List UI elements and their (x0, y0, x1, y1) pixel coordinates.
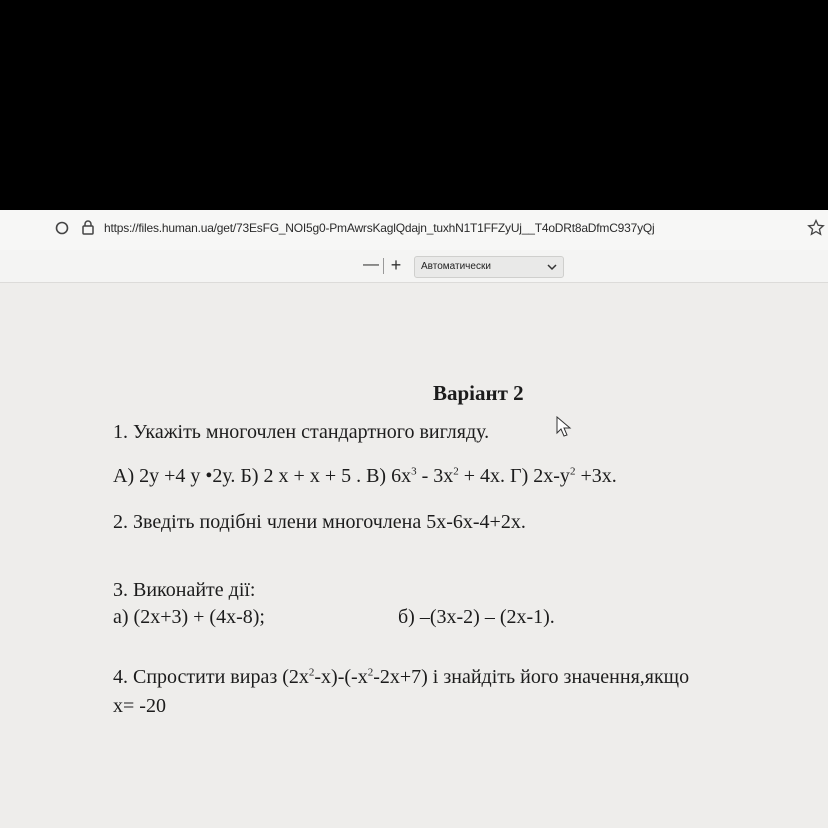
zoom-out-button[interactable]: — (363, 256, 379, 273)
question-3: 3. Виконайте дії: (113, 579, 256, 601)
chevron-down-icon (547, 263, 557, 271)
pdf-page (0, 283, 828, 828)
question-4: 4. Спростити вираз $(2х^2-х)-(-х^2-2х+7)$ і знайдіть його значення,якщо (113, 666, 690, 688)
option-v: В) $6х^3 - 3х^2 + 4х$. (366, 465, 506, 487)
bookmark-star-icon[interactable] (807, 219, 825, 237)
address-bar[interactable] (0, 210, 828, 251)
toolbar-separator (383, 258, 384, 274)
option-g: Г) $2х-у^2 +3х$. (510, 465, 617, 487)
option-b: Б) 2 х + х + 5 . (240, 465, 362, 487)
question-1-options (113, 465, 617, 488)
question-3-a: а) (2х+3) + (4х-8); (113, 606, 265, 628)
lock-icon[interactable] (82, 220, 94, 235)
browser-window (0, 210, 828, 828)
mouse-cursor-icon (556, 416, 572, 438)
question-3-b: б) –(3х-2) – (2х-1). (398, 606, 555, 628)
zoom-select[interactable] (414, 256, 564, 278)
question-1: 1. Укажіть многочлен стандартного вигляду. (113, 421, 490, 443)
zoom-select-value: Автоматически (421, 261, 491, 272)
pdf-toolbar (0, 250, 828, 283)
page-title: Варіант 2 (433, 381, 524, 405)
question-2: 2. Зведіть подібні члени многочлена 5х-6х-4+2х. (113, 511, 526, 533)
url-text[interactable]: https://files.human.ua/get/73EsFG_NOI5g0-PmAwrsKaglQdajn_tuxhN1T1FFZyUj__T4oDRt8aDfmC937yQj (104, 221, 655, 235)
shield-icon[interactable] (55, 221, 69, 235)
question-4-value: х= -20 (113, 695, 166, 717)
zoom-in-button[interactable]: + (390, 255, 402, 275)
option-a: А) 2у +4 у •2у. (113, 465, 236, 487)
